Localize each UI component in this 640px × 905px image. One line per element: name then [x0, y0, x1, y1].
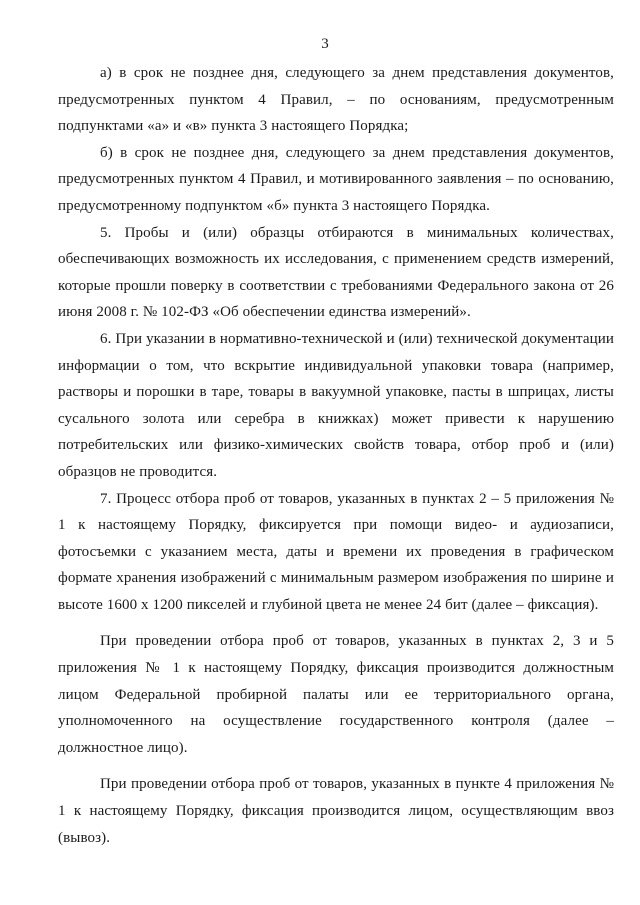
paragraph-7-fixation-officer: При проведении отбора проб от товаров, указанных в пунктах 2, 3 и 5 приложения № 1 к настоящему Порядку, фиксация производится должностным лицом Федеральной пробирной палаты или ее территориального органа, уполномоченного на осуществление государственного контроля (далее – должностное лицо).: [58, 633, 614, 756]
paragraph-a: а) в срок не позднее дня, следующего за днем представления документов, предусмотренных пунктом 4 Правил, – по основаниям, предусмотренным подпунктами «а» и «в» пункта 3 настоящего Порядка;: [58, 65, 614, 135]
paragraph-5: 5. Пробы и (или) образцы отбираются в минимальных количествах, обеспечивающих возможность их исследования, с применением средств измерений, которые прошли поверку в соответствии с требованиями Федерального закона от 26 июня 2008 г. № 102-ФЗ «Об обеспечении единства измерений».: [58, 224, 614, 321]
paragraph-6: 6. При указании в нормативно-технической и (или) технической документации информации о том, что вскрытие индивидуальной упаковки товара (например, растворы и порошки в таре, товары в вакуумной упаковке, пасты в шприцах, листы сусального золота или серебра в книжках) может привести к нарушению потребительских или физико-химических свойств товара, отбор проб и (или) образцов не проводится.: [58, 330, 614, 480]
paragraph-7: 7. Процесс отбора проб от товаров, указанных в пунктах 2 – 5 приложения № 1 к настоящему Порядку, фиксируется при помощи видео- и аудиозаписи, фотосъемки с указанием места, даты и времени их проведения в графическом формате хранения изображений с минимальным размером изображения по ширине и высоте 1600 х 1200 пикселей и глубиной цвета не менее 24 бит (далее – фиксация).: [58, 490, 614, 613]
paragraph-b: б) в срок не позднее дня, следующего за днем представления документов, предусмотренных пунктом 4 Правил, и мотивированного заявления – по основанию, предусмотренному подпунктом «б» пункта 3 настоящего Порядка.: [58, 144, 614, 214]
page-number: 3: [321, 36, 329, 52]
paragraph-7-fixation-importer: При проведении отбора проб от товаров, указанных в пункте 4 приложения № 1 к настоящему Порядку, фиксация производится лицом, осуществляющим ввоз (вывоз).: [58, 776, 614, 846]
